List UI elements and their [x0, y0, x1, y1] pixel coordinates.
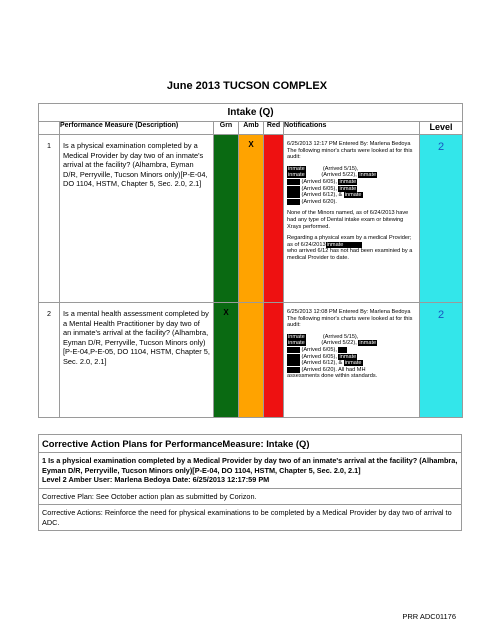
arrival: (Arrived 6/12), & [301, 192, 343, 199]
table-row [39, 303, 463, 418]
redacted-name: inmate [326, 241, 344, 248]
col-notifications: Notifications [284, 122, 420, 135]
arrival: (Arrived 6/05), [301, 178, 337, 185]
amb-cell-mark: X [239, 135, 264, 303]
grn-cell-mark: X [214, 303, 239, 418]
row-notifications [284, 303, 420, 418]
red-cell [264, 135, 284, 303]
red-cell [264, 303, 284, 418]
redacted-name: inmate [339, 185, 357, 192]
section-title: Intake (Q) [39, 104, 463, 122]
column-header-row [39, 122, 463, 135]
redacted-name: inmate [339, 178, 357, 185]
corrective-actions: Corrective Actions: Reinforce the need for physical examinations to be completed by a Medical Provider by day two of arrival to ADC. [42, 508, 452, 527]
table-row [39, 135, 463, 303]
col-amb: Amb [239, 122, 264, 135]
corrective-title: Corrective Action Plans for PerformanceMeasure: Intake (Q) [39, 435, 461, 453]
note-paragraph: Regarding a physical exam by a medical Provider; as of 6/24/2013 [287, 235, 412, 248]
performance-table [38, 103, 463, 418]
note-paragraph: who arrived 6/12 has not had been examinied by a medical Provider to date. [287, 248, 413, 261]
arrival: (Arrived 5/22), [321, 172, 357, 179]
redacted-name: inmate [288, 165, 305, 172]
arrival: (Arrived 5/15), [322, 333, 359, 340]
arrival: (Arrived 5/22), [321, 340, 357, 347]
row-notifications [284, 135, 420, 303]
row-description: Is a physical examination completed by a Medical Provider by day two of an inmate's arrival at the facility? (Alhambra, Eyman D/R, Perryville, Tucson Minors only)[P-E-04, DO 1104, HSTM, Chapter 5, Sec. 2.0, 2.1] [60, 135, 214, 303]
redaction-block [287, 179, 300, 185]
amb-cell [239, 303, 264, 418]
note-tail: assessments done within standards. [287, 373, 378, 380]
note-line: The following minor's charts were looked at for this audit: [287, 315, 413, 329]
corrective-action-panel [38, 434, 462, 531]
arrival: (Arrived 6/12), & [301, 360, 343, 367]
arrival: (Arrived 6/20). All had MH [301, 366, 366, 373]
redacted-name: inmate [288, 333, 305, 340]
redacted-name: inmate [344, 360, 362, 367]
redaction-block [287, 192, 300, 198]
redaction-block [287, 360, 300, 366]
corrective-heading [39, 453, 461, 489]
col-level: Level [420, 122, 463, 135]
row-description: Is a mental health assessment completed by a Mental Health Practitioner by day two of an inmate's arrival at the facility? (Alhambra, Eyman D/R, Perryville, Tucson Minors only)[P-E-04,P-E-05, DO 1104, HSTM, Chapter 5, Sec. 2.0, 2.1] [60, 303, 214, 418]
row-number: 2 [39, 303, 60, 418]
note-head: 6/25/2013 12:17 PM Entered By: Marlena Bedoya [287, 141, 411, 147]
col-grn: Grn [214, 122, 239, 135]
page-title: June 2013 TUCSON COMPLEX [166, 80, 328, 92]
arrival: (Arrived 6/05), [301, 353, 337, 360]
amber-user: Level 2 Amber User: Marlena Bedoya Date: 6/25/2013 12:17:59 PM [42, 475, 270, 484]
arrival: (Arrived 6/05), [301, 346, 337, 353]
redacted-name: inmate [359, 172, 377, 179]
corrective-measure: 1 Is a physical examination completed by a Medical Provider by day two of an inmate's arrival at the facility? (Alhambra, Eyman D/R, Perryville, Tucson Minors only)[P-E-04, DO 1104, HSTM, Chapter 5, Sec. 2.0, 2.1] [42, 456, 458, 475]
redacted-name: inmate [288, 172, 305, 179]
redaction-block [287, 367, 300, 373]
row-number: 1 [39, 135, 60, 303]
redacted-name: inmate [339, 353, 357, 360]
col-red: Red [264, 122, 284, 135]
redaction-block [287, 186, 300, 192]
redacted-name: inmate [344, 192, 362, 199]
redaction-block [287, 354, 300, 360]
arrival: (Arrived 6/05), [301, 185, 337, 192]
arrival: (Arrived 5/15), [322, 165, 359, 172]
grn-cell [214, 135, 239, 303]
redacted-name: inmate [288, 340, 305, 347]
redaction-block [344, 242, 362, 248]
redaction-block [287, 347, 300, 353]
note-head: 6/25/2013 12:08 PM Entered By: Marlena Bedoya [287, 309, 411, 315]
note-line: The following minor's charts were looked at for this audit: [287, 147, 413, 161]
col-performance-measure: Performance Measure (Description) [60, 122, 214, 135]
col-number [39, 122, 60, 135]
level-value: 2 [420, 135, 463, 303]
level-value: 2 [420, 303, 463, 418]
bates-number: PRR ADC01176 [402, 612, 456, 621]
arrival: (Arrived 6/20). [301, 198, 337, 205]
redacted-name: inmate [359, 340, 377, 347]
redaction-block [338, 347, 346, 353]
corrective-plan: Corrective Plan: See October action plan as submitted by Corizon. [39, 489, 461, 506]
note-paragraph: None of the Minors named, as of 6/24/2013 have had any type of Dental intake exam or bitewing Xrays performed. [287, 210, 409, 230]
redaction-block [287, 199, 300, 205]
